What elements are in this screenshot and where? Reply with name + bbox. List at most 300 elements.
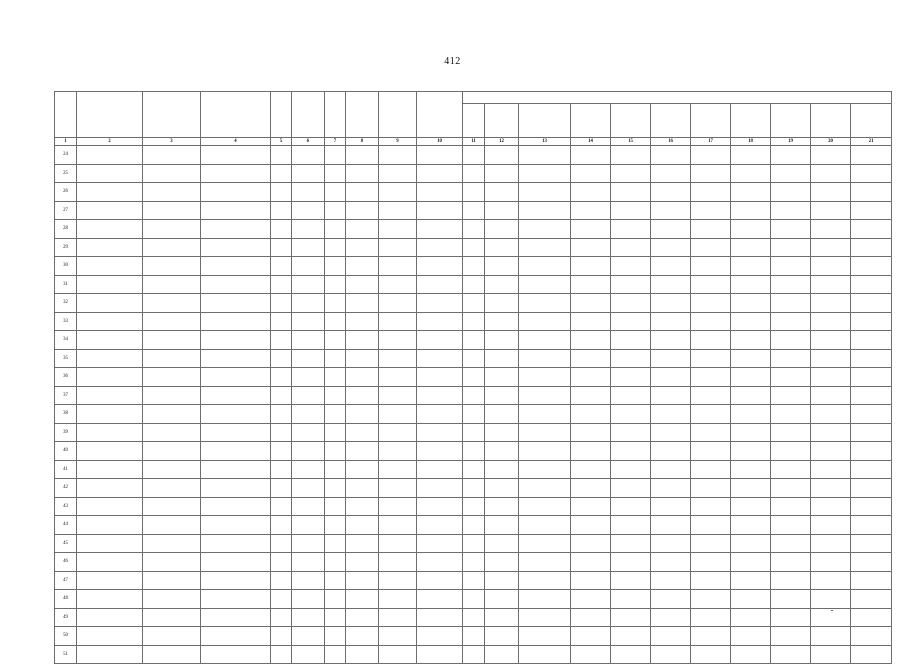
- table-cell: [485, 183, 519, 202]
- table-cell: [691, 627, 731, 646]
- table-cell: [731, 590, 771, 609]
- table-cell: [201, 368, 271, 387]
- table-cell: [77, 497, 143, 516]
- table-cell: [463, 331, 485, 350]
- table-cell: [292, 405, 325, 424]
- table-cell: [851, 405, 892, 424]
- table-cell: [463, 164, 485, 183]
- table-cell: [731, 442, 771, 461]
- row-number: 38: [55, 405, 77, 424]
- table-cell: [571, 368, 611, 387]
- table-cell: [325, 164, 346, 183]
- table-cell: [201, 590, 271, 609]
- row-number: 49: [55, 608, 77, 627]
- table-cell: [325, 553, 346, 572]
- table-cell: [143, 553, 201, 572]
- table-cell: [611, 294, 651, 313]
- table-cell: [379, 164, 417, 183]
- table-cell: [519, 608, 571, 627]
- table-cell: [346, 497, 379, 516]
- table-cell: [571, 627, 611, 646]
- table-cell: [731, 423, 771, 442]
- table-cell: [379, 590, 417, 609]
- table-cell: [611, 386, 651, 405]
- header-cell-9: [379, 92, 417, 138]
- table-cell: [325, 331, 346, 350]
- table-cell: [463, 423, 485, 442]
- table-row: [55, 516, 892, 535]
- table-cell: [417, 275, 463, 294]
- table-cell: [379, 275, 417, 294]
- table-cell: [271, 331, 292, 350]
- table-cell: [77, 275, 143, 294]
- table-cell: [651, 590, 691, 609]
- table-cell: [325, 405, 346, 424]
- table-cell: [271, 516, 292, 535]
- table-cell: [771, 349, 811, 368]
- table-cell: [519, 497, 571, 516]
- table-cell: [271, 608, 292, 627]
- table-cell: [691, 442, 731, 461]
- table-cell: [143, 386, 201, 405]
- table-cell: [485, 571, 519, 590]
- table-cell: [346, 516, 379, 535]
- table-cell: [417, 479, 463, 498]
- row-number: 48: [55, 590, 77, 609]
- table-cell: [485, 516, 519, 535]
- table-cell: [417, 516, 463, 535]
- table-cell: [771, 386, 811, 405]
- row-number: 41: [55, 460, 77, 479]
- table-cell: [691, 516, 731, 535]
- header-cell-3: [143, 92, 201, 138]
- row-number: 28: [55, 220, 77, 239]
- header-cell-12: [485, 104, 519, 138]
- table-cell: [379, 201, 417, 220]
- table-cell: [651, 201, 691, 220]
- table-cell: [611, 368, 651, 387]
- table-cell: [571, 479, 611, 498]
- table-cell: [731, 368, 771, 387]
- table-cell: [463, 349, 485, 368]
- table-cell: [771, 442, 811, 461]
- table-cell: [325, 497, 346, 516]
- table-cell: [851, 442, 892, 461]
- table-cell: [851, 608, 892, 627]
- table-cell: [691, 257, 731, 276]
- table-cell: [325, 627, 346, 646]
- table-cell: [811, 423, 851, 442]
- table-cell: [379, 534, 417, 553]
- table-cell: [811, 183, 851, 202]
- column-number: 8: [346, 138, 379, 146]
- table-cell: [77, 590, 143, 609]
- page-number: 412: [444, 56, 461, 67]
- header-cell-11: [463, 104, 485, 138]
- table-cell: [292, 460, 325, 479]
- table-cell: [811, 312, 851, 331]
- table-cell: [463, 220, 485, 239]
- table-cell: [346, 405, 379, 424]
- table-cell: [325, 368, 346, 387]
- row-number: 45: [55, 534, 77, 553]
- table-cell: [571, 590, 611, 609]
- table-cell: [379, 516, 417, 535]
- table-cell: [417, 627, 463, 646]
- table-cell: [851, 331, 892, 350]
- table-cell: [201, 645, 271, 664]
- table-cell: [325, 608, 346, 627]
- table-cell: [271, 312, 292, 331]
- table-cell: [143, 645, 201, 664]
- table-cell: [292, 331, 325, 350]
- table-cell: [519, 534, 571, 553]
- table-cell: [379, 220, 417, 239]
- table-cell: [485, 627, 519, 646]
- table-cell: [731, 534, 771, 553]
- column-number: 3: [143, 138, 201, 146]
- table-cell: [651, 183, 691, 202]
- table-cell: [292, 497, 325, 516]
- table-cell: [651, 331, 691, 350]
- row-number: 26: [55, 183, 77, 202]
- table-cell: [417, 645, 463, 664]
- table-cell: [143, 497, 201, 516]
- column-number: 18: [731, 138, 771, 146]
- table-cell: [292, 220, 325, 239]
- header-cell-14: [571, 104, 611, 138]
- table-cell: [691, 294, 731, 313]
- table-cell: [463, 516, 485, 535]
- table-cell: [346, 201, 379, 220]
- table-cell: [201, 220, 271, 239]
- table-cell: [611, 627, 651, 646]
- table-cell: [77, 460, 143, 479]
- table-cell: [811, 553, 851, 572]
- row-number: 34: [55, 331, 77, 350]
- table-cell: [379, 331, 417, 350]
- table-cell: [201, 275, 271, 294]
- table-cell: [485, 238, 519, 257]
- table-cell: [292, 571, 325, 590]
- table-cell: [851, 386, 892, 405]
- table-cell: [417, 608, 463, 627]
- table-cell: [292, 553, 325, 572]
- table-cell: [811, 479, 851, 498]
- table-cell: [731, 257, 771, 276]
- table-cell: [519, 479, 571, 498]
- table-cell: [811, 368, 851, 387]
- table-row: [55, 164, 892, 183]
- table-cell: [463, 275, 485, 294]
- table-cell: [691, 368, 731, 387]
- column-number: 17: [691, 138, 731, 146]
- table-cell: [611, 275, 651, 294]
- table-cell: [463, 201, 485, 220]
- table-cell: [417, 534, 463, 553]
- table-cell: [519, 571, 571, 590]
- header-cell-18: [731, 104, 771, 138]
- table-cell: [463, 442, 485, 461]
- table-cell: [519, 405, 571, 424]
- table-cell: [571, 183, 611, 202]
- table-cell: [201, 405, 271, 424]
- table-cell: [651, 294, 691, 313]
- table-cell: [571, 497, 611, 516]
- table-cell: [201, 331, 271, 350]
- table-cell: [143, 164, 201, 183]
- table-cell: [143, 368, 201, 387]
- repair-schedule-table: [54, 91, 892, 664]
- table-cell: [771, 608, 811, 627]
- table-row: [55, 608, 892, 627]
- table-cell: [485, 479, 519, 498]
- table-cell: [571, 257, 611, 276]
- table-cell: [292, 368, 325, 387]
- table-cell: [201, 312, 271, 331]
- table-cell: [771, 238, 811, 257]
- column-number: 2: [77, 138, 143, 146]
- column-number: 1: [55, 138, 77, 146]
- table-cell: [651, 386, 691, 405]
- scan-mark: [831, 610, 833, 611]
- table-cell: [271, 553, 292, 572]
- table-cell: [271, 405, 292, 424]
- table-cell: [379, 294, 417, 313]
- table-cell: [519, 294, 571, 313]
- table-row: [55, 571, 892, 590]
- table-cell: [485, 405, 519, 424]
- table-cell: [691, 479, 731, 498]
- table-row: [55, 220, 892, 239]
- table-cell: [851, 146, 892, 165]
- table-cell: [651, 275, 691, 294]
- table-cell: [571, 534, 611, 553]
- row-number: 27: [55, 201, 77, 220]
- table-cell: [611, 479, 651, 498]
- table-body: [55, 146, 892, 664]
- table-cell: [811, 405, 851, 424]
- table-cell: [417, 442, 463, 461]
- table-row: [55, 386, 892, 405]
- table-cell: [271, 627, 292, 646]
- table-cell: [77, 201, 143, 220]
- table-cell: [691, 386, 731, 405]
- table-cell: [771, 220, 811, 239]
- table-cell: [325, 479, 346, 498]
- table-cell: [691, 405, 731, 424]
- table-cell: [811, 201, 851, 220]
- table-cell: [325, 220, 346, 239]
- table-cell: [611, 423, 651, 442]
- table-cell: [571, 331, 611, 350]
- table-cell: [811, 460, 851, 479]
- table-cell: [325, 146, 346, 165]
- table-cell: [731, 164, 771, 183]
- table-cell: [379, 460, 417, 479]
- row-number: 40: [55, 442, 77, 461]
- table-cell: [143, 516, 201, 535]
- table-cell: [325, 257, 346, 276]
- table-cell: [571, 275, 611, 294]
- table-cell: [651, 460, 691, 479]
- table-row: [55, 442, 892, 461]
- table-cell: [571, 201, 611, 220]
- table-cell: [346, 571, 379, 590]
- table-cell: [571, 608, 611, 627]
- table-cell: [485, 312, 519, 331]
- table-cell: [379, 627, 417, 646]
- table-cell: [811, 220, 851, 239]
- table-cell: [143, 201, 201, 220]
- table-cell: [811, 590, 851, 609]
- header-cell-6: [292, 92, 325, 138]
- table-row: [55, 497, 892, 516]
- header-cell-17: [691, 104, 731, 138]
- table-cell: [571, 349, 611, 368]
- table-cell: [346, 220, 379, 239]
- table-cell: [201, 479, 271, 498]
- table-cell: [271, 275, 292, 294]
- table-cell: [811, 238, 851, 257]
- table-cell: [771, 331, 811, 350]
- table-cell: [485, 553, 519, 572]
- table-cell: [325, 183, 346, 202]
- table-cell: [201, 349, 271, 368]
- table-cell: [731, 331, 771, 350]
- table-cell: [325, 571, 346, 590]
- table-row: [55, 645, 892, 664]
- table-cell: [325, 645, 346, 664]
- table-cell: [201, 442, 271, 461]
- header-cell-5: [271, 92, 292, 138]
- table-row: [55, 627, 892, 646]
- table-cell: [346, 146, 379, 165]
- column-number: 6: [292, 138, 325, 146]
- table-cell: [417, 238, 463, 257]
- row-number: 32: [55, 294, 77, 313]
- table-cell: [77, 516, 143, 535]
- table-cell: [611, 220, 651, 239]
- table-cell: [463, 460, 485, 479]
- table-cell: [143, 479, 201, 498]
- table-cell: [292, 423, 325, 442]
- table-cell: [325, 423, 346, 442]
- table-cell: [463, 238, 485, 257]
- header-cell-19: [771, 104, 811, 138]
- table-cell: [271, 479, 292, 498]
- table-cell: [611, 201, 651, 220]
- table-cell: [731, 183, 771, 202]
- table-cell: [811, 257, 851, 276]
- table-cell: [731, 516, 771, 535]
- table-cell: [611, 608, 651, 627]
- table-row: [55, 257, 892, 276]
- table-cell: [143, 312, 201, 331]
- row-number: 29: [55, 238, 77, 257]
- table-cell: [611, 442, 651, 461]
- table-cell: [463, 534, 485, 553]
- table-cell: [691, 220, 731, 239]
- column-number: 20: [811, 138, 851, 146]
- table-cell: [485, 164, 519, 183]
- table-cell: [417, 257, 463, 276]
- table-cell: [851, 627, 892, 646]
- table-cell: [292, 645, 325, 664]
- table-cell: [417, 201, 463, 220]
- table-cell: [77, 146, 143, 165]
- table-cell: [77, 257, 143, 276]
- table-cell: [571, 516, 611, 535]
- table-cell: [379, 312, 417, 331]
- row-number: 30: [55, 257, 77, 276]
- table-cell: [463, 405, 485, 424]
- table-cell: [271, 201, 292, 220]
- table-row: [55, 275, 892, 294]
- table-cell: [463, 312, 485, 331]
- table-cell: [651, 164, 691, 183]
- header-cell-15: [611, 104, 651, 138]
- table-row: [55, 146, 892, 165]
- table-cell: [811, 349, 851, 368]
- table-cell: [271, 183, 292, 202]
- table-cell: [143, 220, 201, 239]
- table-cell: [346, 460, 379, 479]
- table-cell: [292, 257, 325, 276]
- table-cell: [346, 164, 379, 183]
- table-cell: [143, 460, 201, 479]
- row-number: 24: [55, 146, 77, 165]
- table-cell: [851, 553, 892, 572]
- table-cell: [346, 349, 379, 368]
- table-cell: [811, 645, 851, 664]
- table-cell: [143, 331, 201, 350]
- table-cell: [731, 608, 771, 627]
- table-cell: [731, 479, 771, 498]
- table-cell: [417, 294, 463, 313]
- header-cell-16: [651, 104, 691, 138]
- table-cell: [271, 294, 292, 313]
- table-cell: [519, 645, 571, 664]
- table-cell: [731, 553, 771, 572]
- table-cell: [379, 238, 417, 257]
- table-cell: [77, 368, 143, 387]
- table-cell: [485, 257, 519, 276]
- table-cell: [571, 164, 611, 183]
- table-cell: [201, 423, 271, 442]
- table-cell: [691, 164, 731, 183]
- table-cell: [292, 442, 325, 461]
- table-cell: [346, 608, 379, 627]
- table-cell: [77, 645, 143, 664]
- header-cell-21: [851, 104, 892, 138]
- table-cell: [77, 349, 143, 368]
- table-cell: [485, 386, 519, 405]
- table-cell: [292, 590, 325, 609]
- table-cell: [691, 275, 731, 294]
- table-cell: [77, 294, 143, 313]
- table-cell: [417, 571, 463, 590]
- column-number: 21: [851, 138, 892, 146]
- table-cell: [201, 183, 271, 202]
- table-cell: [77, 331, 143, 350]
- header-cell-8: [346, 92, 379, 138]
- table-cell: [771, 423, 811, 442]
- table-cell: [691, 590, 731, 609]
- table-cell: [77, 534, 143, 553]
- table-cell: [691, 349, 731, 368]
- table-cell: [77, 479, 143, 498]
